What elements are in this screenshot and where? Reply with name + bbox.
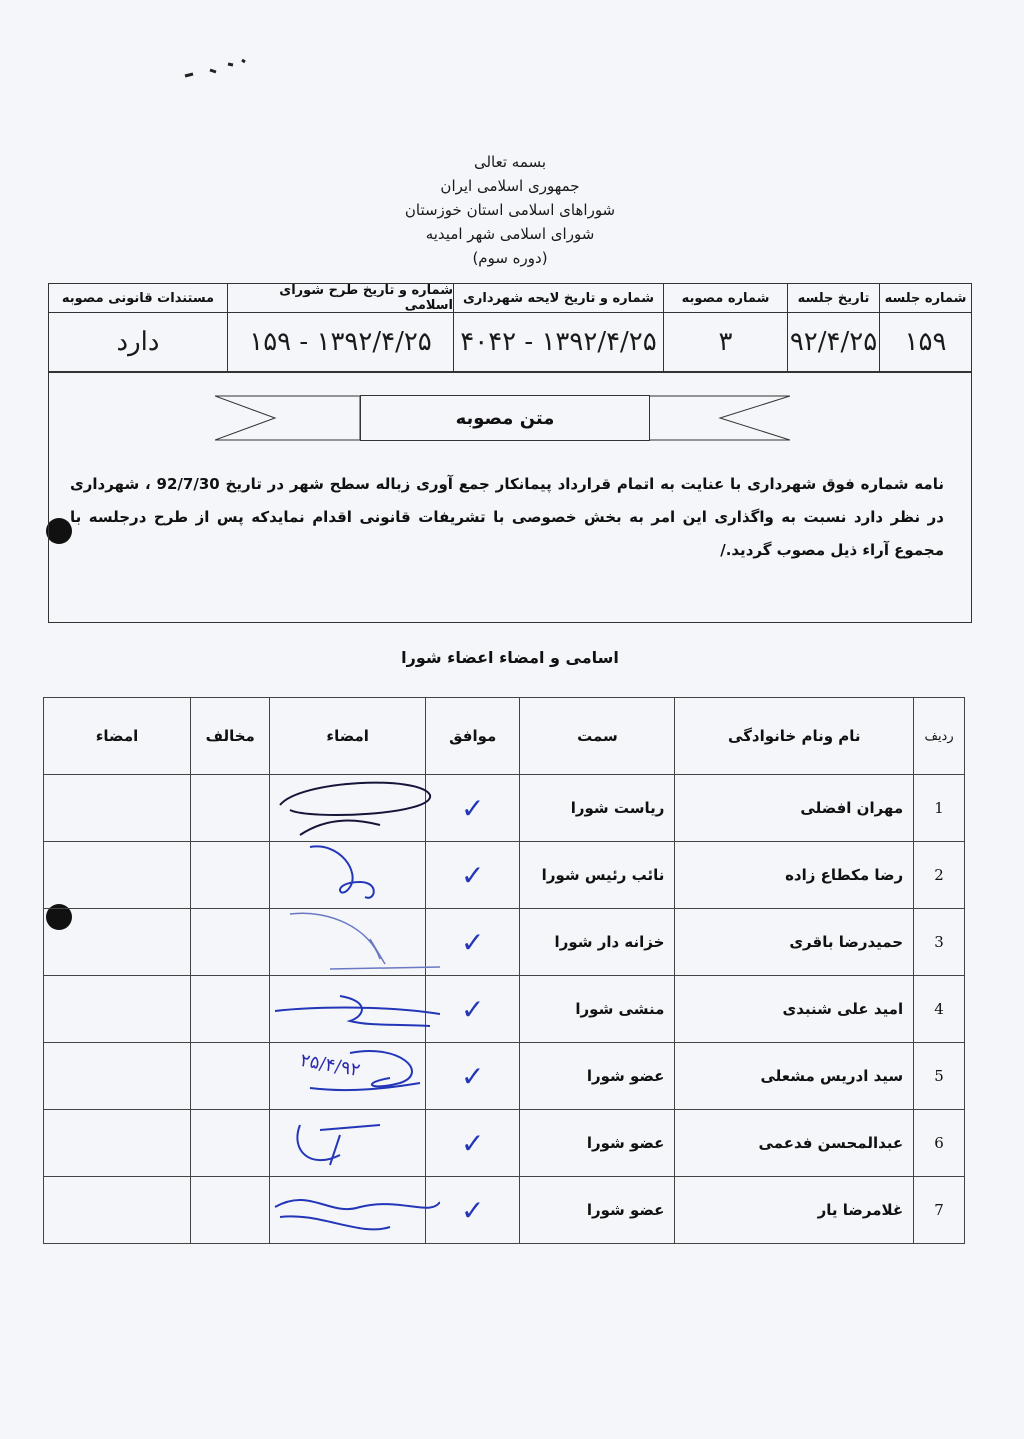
signature-2-cell [44,1043,191,1110]
oppose-cell [191,842,270,909]
signature-cell [270,976,426,1043]
info-resolution-number: ۳ [663,313,787,371]
member-name: غلامرضا یار [675,1177,914,1244]
signature-2-cell [44,775,191,842]
info-header-resolution-number: شماره مصوبه [663,284,787,312]
signature-1 [270,775,440,841]
member-name: عبدالمحسن فدعمی [675,1110,914,1177]
resolution-text-banner [215,395,790,441]
col-header-signature: امضاء [270,698,426,775]
oppose-cell [191,909,270,976]
check-mark-icon: ✓ [460,1059,485,1093]
check-mark-icon: ✓ [460,925,485,959]
row-num: 4 [914,976,965,1043]
info-session-number: ۱۵۹ [879,313,971,371]
members-title: اسامی و امضاء اعضاء شورا [401,648,619,667]
col-header-num: ردیف [914,698,965,775]
signature-cell [270,775,426,842]
header-line-2: جمهوری اسلامی ایران [440,177,580,195]
oppose-cell [191,1043,270,1110]
row-num: 1 [914,775,965,842]
signature-2-cell [44,976,191,1043]
col-header-name: نام ونام خانوادگی [675,698,914,775]
signature-7 [270,1177,440,1243]
check-mark-icon: ✓ [460,1126,485,1160]
row-num: 7 [914,1177,965,1244]
resolution-text: نامه شماره فوق شهرداری با عنایت به اتمام قرارداد پیمانکار جمع آوری زباله سطح شهر در تاریخ 92/7/30 ، شهرداری در نظر دارد نسبت به واگذاری این امر به بخش خصوصی با تشریفات قانونی اقدام نمایدکه پس از طرح درجلسه با مجموع آراء ذیل مصوب گردید./ [70,475,944,559]
header-line-5: (دوره سوم) [472,249,548,267]
table-row [44,1110,965,1177]
table-row [44,1043,965,1110]
signature-4 [270,976,440,1042]
member-role: منشی شورا [520,976,675,1043]
info-header-legal-basis: مستندات قانونی مصوبه [61,290,215,306]
header-line-3: شوراهای اسلامی استان خوزستان [404,201,616,219]
member-name: حمیدرضا باقری [675,909,914,976]
check-mark-icon: ✓ [460,992,485,1026]
signature-3 [270,909,440,975]
oppose-cell [191,1110,270,1177]
member-role: عضو شورا [520,1110,675,1177]
signature-2-cell [44,1110,191,1177]
signature-cell [270,909,426,976]
header-line-1: بسمه تعالی [473,153,547,171]
members-table [43,697,965,1244]
table-row [44,1177,965,1244]
handwritten-date: ۲۵/۴/۹۲ [298,1049,362,1082]
signature-cell [270,1177,426,1244]
table-row [44,909,965,976]
info-header-session-date: تاریخ جلسه [787,284,879,312]
info-header-bill-number: شماره و تاریخ لایحه شهرداری [453,284,663,312]
resolution-info-table [48,283,972,373]
signature-2-cell [44,842,191,909]
info-values-row [49,313,971,372]
check-mark-icon: ✓ [460,1193,485,1227]
signature-cell [270,1110,426,1177]
members-header-row [44,698,965,775]
oppose-cell [191,976,270,1043]
row-num: 2 [914,842,965,909]
member-role: عضو شورا [520,1043,675,1110]
table-row [44,775,965,842]
signature-2-cell [44,909,191,976]
oppose-cell [191,775,270,842]
col-header-role: سمت [520,698,675,775]
check-mark-icon: ✓ [460,791,485,825]
header-line-4: شورای اسلامی شهر امیدیه [425,225,595,243]
member-name: رضا مکطاع زاده [675,842,914,909]
row-num: 6 [914,1110,965,1177]
banner-title: متن مصوبه [360,395,650,441]
scan-mark [170,52,260,92]
col-header-signature-2: امضاء [44,698,191,775]
table-row [44,842,965,909]
col-header-oppose: مخالف [191,698,270,775]
info-bill-number: ۱۳۹۲/۴/۲۵ - ۴۰۴۲ [453,313,663,371]
member-name: سید ادریس مشعلی [675,1043,914,1110]
member-role: عضو شورا [520,1177,675,1244]
signature-2 [270,842,440,908]
signature-cell [270,842,426,909]
info-legal-basis: دارد [116,327,160,357]
member-role: نائب رئیس شورا [520,842,675,909]
signature-2-cell [44,1177,191,1244]
table-row [44,976,965,1043]
info-header-row [49,284,971,313]
col-header-agree: موافق [425,698,520,775]
signature-6 [270,1110,440,1176]
info-plan-number: ۱۳۹۲/۴/۲۵ - ۱۵۹ [227,313,453,371]
row-num: 5 [914,1043,965,1110]
document-header [300,150,720,270]
info-header-plan-number: شماره و تاریخ طرح شورای اسلامی [227,284,453,312]
oppose-cell [191,1177,270,1244]
member-name: امید علی شنبدی [675,976,914,1043]
info-session-date: ۹۲/۴/۲۵ [787,313,879,371]
check-mark-icon: ✓ [460,858,485,892]
member-role: خزانه دار شورا [520,909,675,976]
info-header-session-number: شماره جلسه [879,284,971,312]
member-role: ریاست شورا [520,775,675,842]
member-name: مهران افضلی [675,775,914,842]
row-num: 3 [914,909,965,976]
